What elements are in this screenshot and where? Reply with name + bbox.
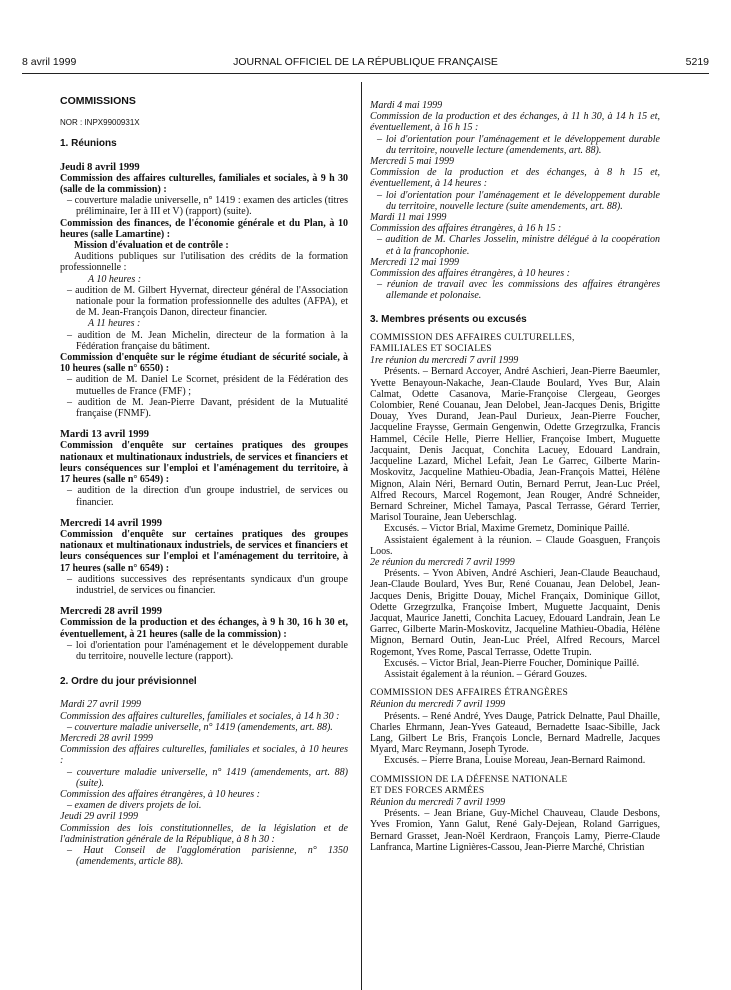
attendance-present: Présents. – Bernard Accoyer, André Aschieri, Jean-Pierre Baeumler, Yvette Benayoun-Nakache, Jean-Claude Boulard, Yves Bur, Alain Calmat, Odette Casanova, Marie-Françoise Clergeau, Georges Colombier, René Couanau, Jean Delobel, Jean-Jacques Denis, Brigitte Douay, Yves Durand, Jean-Paul Durieux, Jean-Pierre Foucher, Jacqueline Fraysse, Germain Gengenwin, Odette Grzegrzulka, Francis Hammel, Cécile Helle, Pierre Hellier, Françoise Imbert, Muguette Jacquaint, Denis Jacquat, Conchita Lacuey, Edouard Landrain, Jacqueline Lazard, Michel Lefait, Jean Le Garrec, Gilberte Marin-Moskovitz, Jacqueline Mathieu-Obadia, Jean-François Mattei, Hélène Mignon, Alain Néri, Bernard Outin, Bernard Perrut, Jean-Luc Préel, Alfred Recours, Marcel Rogemont, Jean Rouger, André Schneider, Bernard Schreiner, Michel Tamaya, Pascal Terrasse, Gérard Terrier, Marisol Touraine, Jean Ueberschlag. — [370, 366, 660, 524]
agenda-item: – audition de la direction d'un groupe industriel, de services ou financier. — [67, 485, 348, 508]
attendance-present: Présents. – Jean Briane, Guy-Michel Chauveau, Claude Desbons, Yves Fromion, Yann Galut, René Galy-Dejean, Roland Garrigues, Bernard Grasset, Jean-Noël Kerdraon, François Lamy, Pierre-Claude Lanfranca, Martine Lignières-Cassou, Jean-Pierre Marché, Christian — [370, 808, 660, 853]
agenda-item: – couverture maladie universelle, n° 1419 : examen des articles (titres préliminaire, Ier à III et V) (rapport) (suite). — [67, 195, 348, 218]
date-heading: Jeudi 8 avril 1999 — [60, 161, 140, 173]
date-heading: Mardi 4 mai 1999 — [370, 100, 443, 111]
date-heading: Mercredi 5 mai 1999 — [370, 156, 454, 168]
agenda-item: – audition de M. Gilbert Hyvernat, directeur général de l'Association nationale pour la formation professionnelle des adultes (AFPA), et de M. Jean-François Danon, directeur financier. — [67, 284, 348, 319]
commission-entry: Commission d'enquête sur certaines pratiques des groupes nationaux et multinationaux industriels, de services et financiers et leurs conséquences sur l'emploi et l'aménagement du territoire, à 17 heures (salle n° 6549) : — [60, 440, 348, 486]
commission-entry: Commission des affaires culturelles, familiales et sociales, à 9 h 30 (salle de la commission) : — [60, 172, 348, 196]
commission-entry: Commission des affaires culturelles, familiales et sociales, à 10 heures : — [60, 744, 348, 767]
agenda-item: – audition de M. Charles Josselin, ministre délégué à la coopération et à la francophonie. — [377, 234, 660, 257]
attendance-excused: Excusés. – Victor Brial, Jean-Pierre Foucher, Dominique Paillé. — [384, 657, 640, 669]
heading-reunions: 1. Réunions — [60, 138, 117, 150]
header-date: 8 avril 1999 — [22, 56, 77, 68]
page-number: 5219 — [685, 56, 709, 68]
meeting-heading: Réunion du mercredi 7 avril 1999 — [370, 796, 506, 808]
date-heading: Mardi 13 avril 1999 — [60, 429, 149, 441]
agenda-item: – couverture maladie universelle, n° 1419 (amendements, art. 88) (suite). — [67, 766, 348, 789]
page-header — [22, 56, 709, 72]
mission-heading: Mission d'évaluation et de contrôle : — [74, 240, 229, 252]
date-heading: Jeudi 29 avril 1999 — [60, 811, 139, 823]
time-label: A 10 heures : — [88, 273, 142, 285]
agenda-item: – Haut Conseil de l'agglomération parisienne, n° 1350 (amendements, article 88). — [67, 844, 348, 868]
time-label: A 11 heures : — [88, 318, 141, 330]
date-heading: Mercredi 12 mai 1999 — [370, 256, 459, 268]
paragraph: Auditions publiques sur l'utilisation des crédits de la formation professionnelle : — [60, 251, 348, 274]
attendance-present: Présents. – René André, Yves Dauge, Patrick Delnatte, Paul Dhaille, Charles Ehrmann, Jean-Yves Gateaud, Bernadette Isaac-Sibille, Jack Lang, Gilbert Le Bris, François Loncle, Bernard Madrelle, Jacques Myard, Marc Reymann, Joseph Tyrode. — [370, 710, 660, 756]
nor-reference: NOR : INPX9900931X — [60, 118, 140, 128]
date-heading: Mercredi 14 avril 1999 — [60, 517, 162, 529]
meeting-heading: Réunion du mercredi 7 avril 1999 — [370, 699, 506, 711]
journal-title: JOURNAL OFFICIEL DE LA RÉPUBLIQUE FRANÇAISE — [233, 56, 498, 68]
section-title: COMMISSIONS — [60, 95, 136, 107]
commission-name: COMMISSION DES AFFAIRES CULTURELLES, — [370, 332, 575, 343]
agenda-item: – examen de divers projets de loi. — [67, 800, 202, 812]
agenda-item: – couverture maladie universelle, n° 1419 (amendements, art. 88). — [67, 721, 333, 733]
commission-name: FAMILIALES ET SOCIALES — [370, 344, 492, 355]
agenda-item: – audition de M. Daniel Le Scornet, président de la Fédération des mutuelles de France (FMF) ; — [67, 374, 348, 397]
attendance-excused: Excusés. – Victor Brial, Maxime Gremetz, Dominique Paillé. — [384, 523, 630, 535]
agenda-item: – loi d'orientation pour l'aménagement et le développement durable du territoire, nouvelle lecture (amendements, art. 88). — [377, 133, 660, 156]
commission-name: COMMISSION DES AFFAIRES ÉTRANGÈRES — [370, 688, 568, 699]
commission-entry: Commission des lois constitutionnelles, de la législation et de l'administration générale de la République, à 8 h 30 : — [60, 822, 348, 845]
commission-name: ET DES FORCES ARMÉES — [370, 785, 485, 796]
commission-entry: Commission des affaires culturelles, familiales et sociales, à 14 h 30 : — [60, 710, 340, 722]
agenda-item: – réunion de travail avec les commissions des affaires étrangères allemande et polonaise. — [377, 279, 660, 302]
commission-name: COMMISSION DE LA DÉFENSE NATIONALE — [370, 774, 568, 785]
meeting-heading: 1re réunion du mercredi 7 avril 1999 — [370, 355, 519, 367]
attendance-also: Assistaient également à la réunion. – Claude Goasguen, François Loos. — [370, 534, 660, 557]
commission-entry: Commission de la production et des échanges, à 9 h 30, 16 h 30 et, éventuellement, à 21 heures (salle de la commission) : — [60, 617, 348, 640]
attendance-excused: Excusés. – Pierre Brana, Louise Moreau, Jean-Bernard Raimond. — [384, 755, 646, 767]
commission-entry: Commission d'enquête sur certaines pratiques des groupes nationaux et multinationaux industriels, de services et financiers et leurs conséquences sur l'emploi et l'aménagement du territoire, à 17 heures (salle n° 6549) : — [60, 528, 348, 574]
commission-entry: Commission d'enquête sur le régime étudiant de sécurité sociale, à 10 heures (salle n° 6550) : — [60, 352, 348, 375]
commission-entry: Commission des affaires étrangères, à 10 heures : — [370, 268, 570, 280]
agenda-item: – loi d'orientation pour l'aménagement et le développement durable du territoire, nouvelle lecture (suite amendements, art. 88). — [377, 189, 660, 212]
heading-ordre-du-jour: 2. Ordre du jour prévisionnel — [60, 676, 197, 688]
attendance-also: Assistait également à la réunion. – Gérard Gouzes. — [384, 668, 587, 680]
commission-entry: Commission des affaires étrangères, à 10 heures : — [60, 788, 260, 800]
left-column — [60, 96, 348, 867]
attendance-present: Présents. – Yvon Abiven, André Aschieri, Jean-Claude Beauchaud, Jean-Claude Boulard, Yves Bur, René Couanau, Jean Delobel, Jean-Jacques Denis, Brigitte Douay, Michel Françaix, Dominique Gillot, Odette Grzegrzulka, Françoise Imbert, Muguette Jacquaint, Denis Jacquat, Maurice Janetti, Conchita Lacuey, Edouard Landrain, Jean Le Garrec, Gilberte Marin-Moskovitz, Jacqueline Mathieu-Obadia, Hélène Mignon, Bernard Outin, Jean-Luc Préel, Alfred Recours, Marcel Rogemont, Yves Rome, Pascal Terrasse, Odette Trupin. — [370, 568, 660, 658]
commission-entry: Commission de la production et des échanges, à 11 h 30, à 14 h 15 et, éventuellement, à 16 h 15 : — [370, 111, 660, 134]
header-rule — [22, 73, 709, 74]
heading-membres: 3. Membres présents ou excusés — [370, 313, 527, 325]
meeting-heading: 2e réunion du mercredi 7 avril 1999 — [370, 556, 515, 568]
right-column — [370, 96, 660, 853]
agenda-item: – auditions successives des représentants syndicaux d'un groupe industriel, de services ou financier. — [67, 573, 348, 596]
date-heading: Mercredi 28 avril 1999 — [60, 732, 153, 744]
commission-entry: Commission des finances, de l'économie générale et du Plan, à 10 heures (salle Lamartine) : — [60, 217, 348, 240]
date-heading: Mardi 11 mai 1999 — [370, 212, 447, 224]
date-heading: Mardi 27 avril 1999 — [60, 699, 142, 711]
agenda-item: – loi d'orientation pour l'aménagement et le développement durable du territoire, nouvelle lecture (rapport). — [67, 639, 348, 662]
agenda-item: – audition de M. Jean-Pierre Davant, président de la Mutualité française (FNMF). — [67, 396, 348, 420]
date-heading: Mercredi 28 avril 1999 — [60, 606, 162, 618]
commission-entry: Commission des affaires étrangères, à 16 h 15 : — [370, 223, 562, 235]
agenda-item: – audition de M. Jean Michelin, directeur de la formation à la Fédération française du bâtiment. — [67, 329, 348, 352]
column-divider — [361, 82, 362, 990]
commission-entry: Commission de la production et des échanges, à 8 h 15 et, éventuellement, à 14 heures : — [370, 167, 660, 190]
